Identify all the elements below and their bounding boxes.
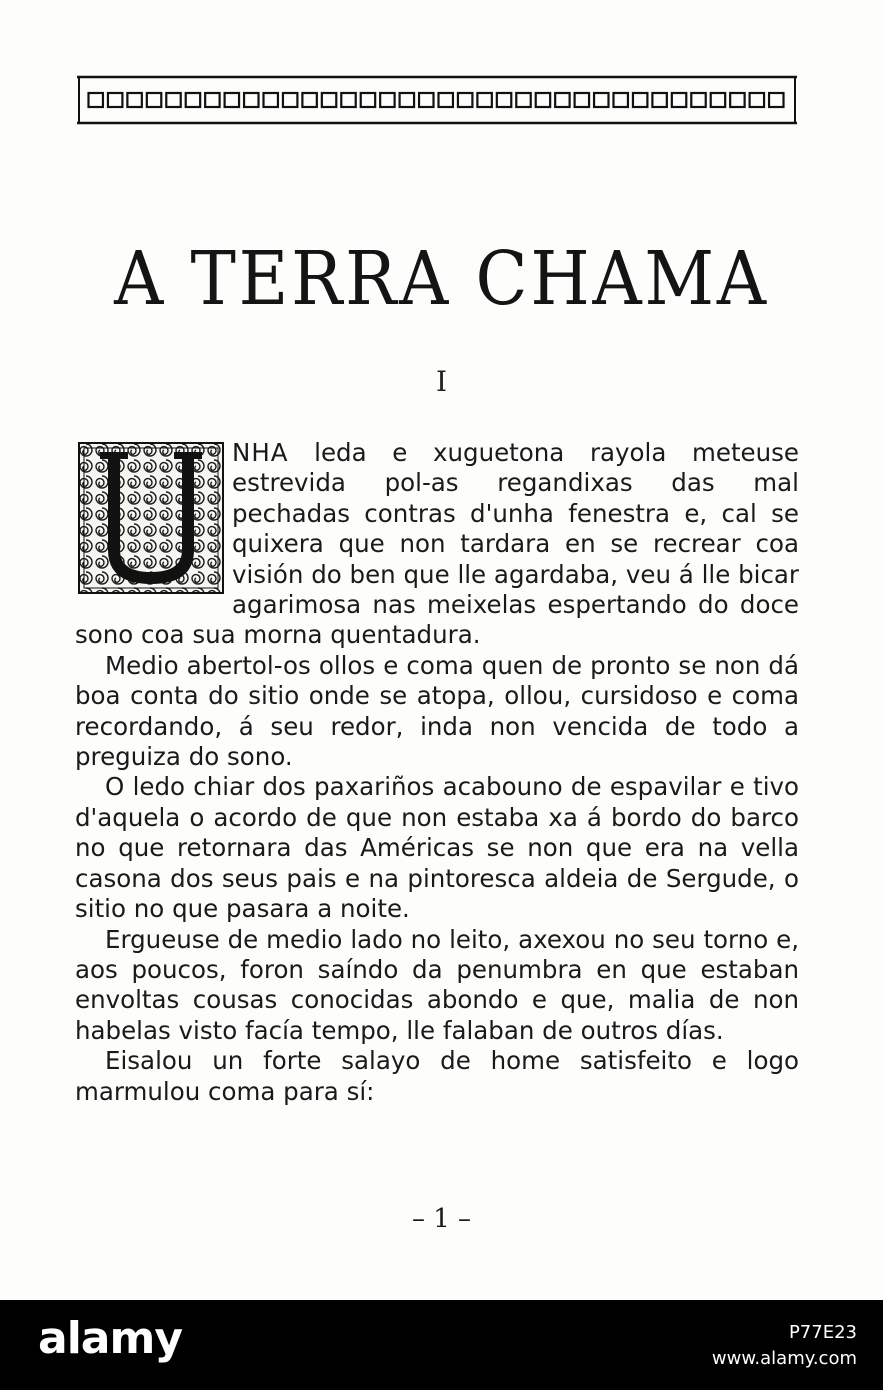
paragraph-1-text: leda e xuguetona rayola meteuse estrevida pol-as regandixas das mal pechadas contras d'unha fenestra e, cal se quixera que non tardara en se recrear coa visión do ben que lle agardaba, veu á lle bicar agarimosa nas meixelas espertando do doce sono coa sua morna quentadura.	[75, 438, 799, 650]
border-square	[322, 93, 336, 107]
border-square	[691, 93, 705, 107]
border-square	[166, 93, 180, 107]
page-title: A TERRA CHAMA	[114, 236, 769, 322]
chapter-number: I	[435, 365, 448, 398]
decorative-border-band	[77, 74, 797, 126]
border-square	[205, 93, 219, 107]
border-square	[419, 93, 433, 107]
border-square	[108, 93, 122, 107]
border-square	[458, 93, 472, 107]
border-square	[225, 93, 239, 107]
border-square	[380, 93, 394, 107]
border-square	[302, 93, 316, 107]
paragraph-5: Eisalou un forte salayo de home satisfeito e logo marmulou coma para sí:	[75, 1046, 799, 1106]
site-url: www.alamy.com	[711, 1348, 857, 1369]
border-square	[497, 93, 511, 107]
paragraph-4: Ergueuse de medio lado no leito, axexou no seu torno e, aos poucos, foron saíndo da penumbra en que estaban envoltas cousas conocidas abondo e que, malia de non habelas visto facía tempo, lle falaban de outros días.	[75, 924, 799, 1045]
border-square	[283, 93, 297, 107]
border-square	[633, 93, 647, 107]
body-text	[75, 438, 799, 1107]
border-square	[555, 93, 569, 107]
border-square	[127, 93, 141, 107]
stock-info	[712, 1320, 857, 1372]
border-square	[614, 93, 628, 107]
image-id: P77E23	[788, 1322, 857, 1343]
border-square	[652, 93, 666, 107]
border-square	[672, 93, 686, 107]
border-square	[264, 93, 278, 107]
border-square	[516, 93, 530, 107]
paragraph-2: Medio abertol-os ollos e coma quen de pronto se non dá boa conta do sitio onde se atopa, ollou, cursidoso e coma recordando, á seu redor, inda non vencida de todo a preguiza do sono.	[75, 650, 799, 772]
border-square	[477, 93, 491, 107]
border-square	[750, 93, 764, 107]
border-square	[147, 93, 161, 107]
border-square	[594, 93, 608, 107]
border-square	[341, 93, 355, 107]
border-square	[244, 93, 258, 107]
page-number: – 1 –	[411, 1204, 472, 1234]
border-square	[186, 93, 200, 107]
alamy-logo: alamy	[38, 1313, 182, 1364]
border-square	[400, 93, 414, 107]
lead-word: NHA	[232, 438, 289, 467]
border-square	[575, 93, 589, 107]
paragraph-3: O ledo chiar dos paxariños acabouno de espavilar e tivo d'aquela o acordo de que non estaba xa á bordo do barco no que retornara das Américas se non que era na vella casona dos seus pais e na pintoresca aldeia de Sergude, o sitio no que pasara a noite.	[75, 772, 799, 924]
border-square	[536, 93, 550, 107]
border-square	[769, 93, 783, 107]
border-square	[89, 93, 103, 107]
border-square	[730, 93, 744, 107]
border-square	[439, 93, 453, 107]
border-square	[361, 93, 375, 107]
border-square	[711, 93, 725, 107]
ornamental-dropcap-u	[78, 442, 224, 594]
